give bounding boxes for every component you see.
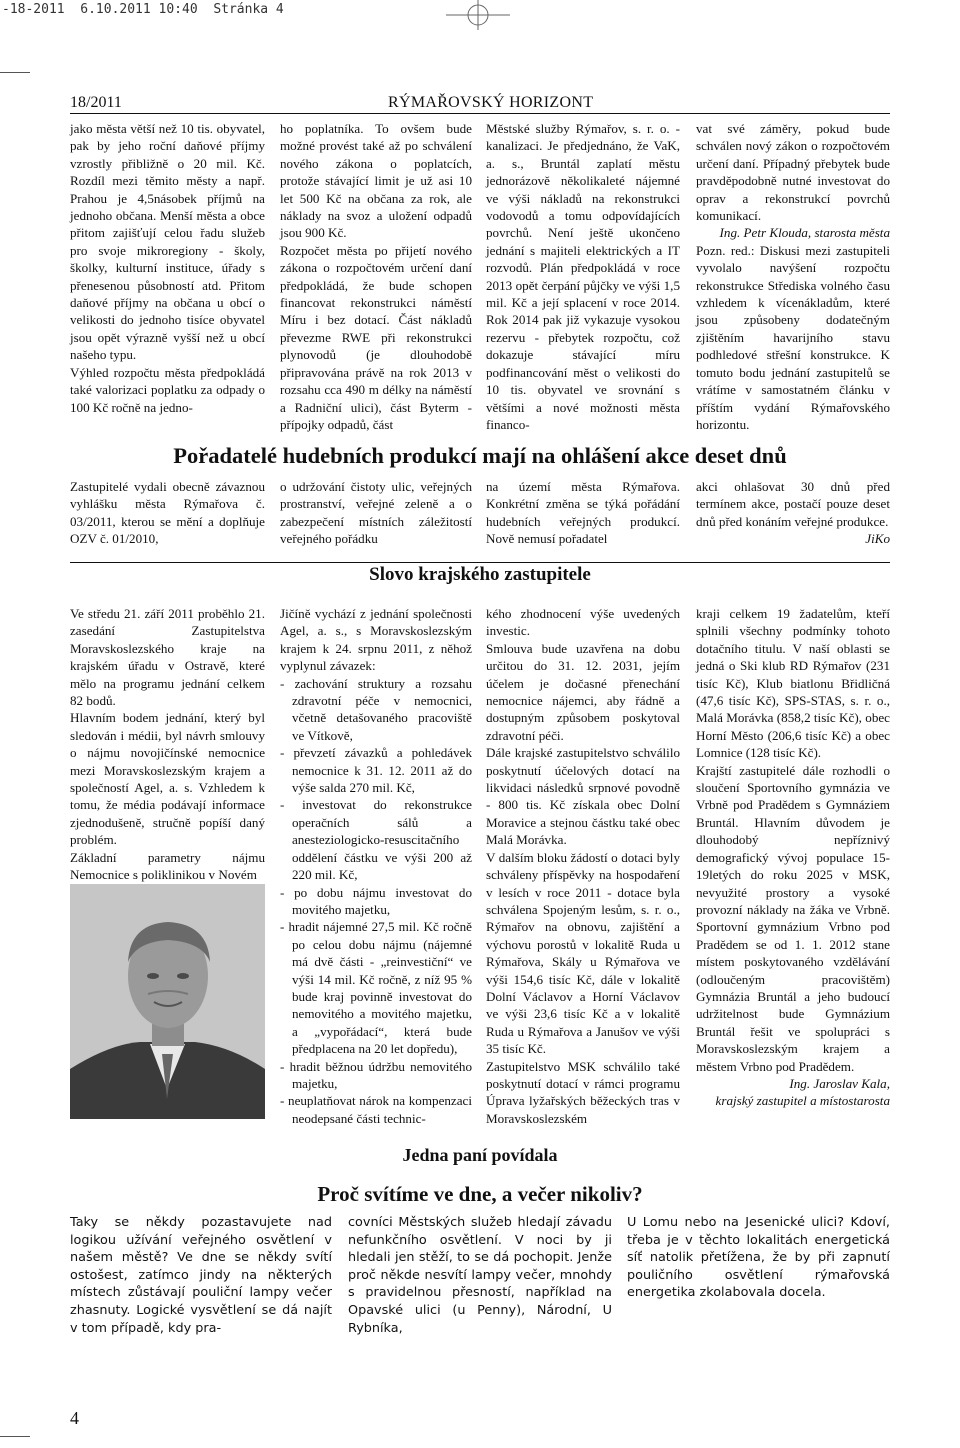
paragraph: ho poplatníka. To ovšem bude možné provést také až po schválení nového zákona o poplatcích, protože stávající limit je už asi 10 let 500 Kč na občana za rok, ale náklady na svoz a uložení odpadů jsou 900 Kč. [280,121,472,241]
list-item: - po dobu nájmu investovat do movitého majetku, [280,884,472,917]
list-item: - hradit nájemné 27,5 mil. Kč ročně po celou dobu nájmu (nájemné má dvě části - „reinvestiční“ ve výši 14 mil. Kč ročně, z níž 95 % bude kraj povinně investovat do nemovitého a movitého majetku, a „vypořádací“, která bude předplacena na 20 let dopředu), [280,919,472,1057]
periodical-title: RÝMAŘOVSKÝ HORIZONT [388,94,594,111]
list-item: - hradit běžnou údržbu nemovitého majetku, [280,1058,472,1091]
article4-column-3 [627,1214,890,1302]
paragraph: Taky se někdy pozastavujete nad logikou užívání veřejného osvětlení v našem městě? Ve dne se někdy svítí ostošest, zatímco jindy na některých místech zůstávají pouliční lampy večer zhasnuty. Logické vysvětlení se dá najít v tom případě, kdy pra- [70,1215,332,1336]
article4-column-2 [348,1214,612,1337]
paragraph: kého zhodnocení výše uvedených investic. [486,606,680,639]
article1-column-3 [486,120,680,433]
crop-mark [0,1436,30,1437]
author-signature: JiKo [865,531,890,547]
article1-column-1 [70,120,265,416]
paragraph: kraji celkem 19 žadatelům, kteří splnili všechny podmínky tohoto dotačního titulu. V naší oblasti se jedná o Ski klub RD Rýmařov (231 tisíc Kč), Klub biatlonu Břidličná (47,6 tisíc Kč), SPS-STAS, s. r. o., Malá Morávka (858,2 tisíc Kč), obec Horní Město (206,6 tisíc Kč) a obec Lomnice (128 tisíc Kč). [696,606,890,761]
article2-column-4 [696,478,890,548]
list-item: - zachování struktury a rozsahu zdravotní péče v nemocnici, včetně detašovaného pracoviště ve Vítkově, [280,675,473,743]
page-number: 4 [70,1408,79,1428]
article3-column-4 [696,605,890,1110]
paragraph: Krajští zastupitelé dále rozhodli o sloučení Sportovního gymnázia ve Vrbně pod Pradědem s Gymnáziem Bruntál. Hlavním důvodem je dlouhodobý nepříznivý demografický vývoj populace 15-19letých do roku 2025 v MSK, nevyužité prostory a vysoké provozní náklady na žáka ve Vrbně. Sportovní gymnázium Vrbno pod Pradědem se od 1. 1. 2012 stane místem poskytovaného vzdělávání (odloučeným pracovištěm) Gymnázia Bruntál a jeho budoucí udržitelnost bude Gymnázium Bruntál řešit ve spolupráci s Moravskoslezským krajem a městem Vrbno pod Pradědem. [696,762,890,1074]
list-item: - převzetí závazků a pohledávek nemocnice k 31. 12. 2011 až do výše salda 270 mil. Kč, [280,745,472,796]
paragraph: Smlouva bude uzavřena na dobu určitou do 31. 12. 2031, jejím účelem je dočasné přenechání nemocnice nájemci, aby řádně a dostupným způsobem poskytoval zdravotní péči. [486,640,680,743]
list-item: - investovat do rekonstrukce operačních sálů a anesteziologicko-resuscitačního oddělení částku ve výši 200 až 220 mil. Kč, [280,797,472,883]
paragraph: Rozpočet města po přijetí nového zákona o rozpočtovém určení daní předpokládá, že bude schopen financovat rekonstrukci náměstí Míru i bez dotací. Část nákladů převezme RWE při rekonstrukci plynovodů (je dlouhodobě připravována právě na rok 2013 v rozsahu cca 490 m délky na náměstí a Radniční ulici), část Byterm - přípojky odpadů, část [280,242,472,432]
paragraph: Hlavním bodem jednání, který byl sledován i médii, byl návrh smlouvy o nájmu novojičínské nemocnice mezi Moravskoslezským krajem a společností Agel, a. s. Vzhledem k tomu, že média podávají informace zjednodušeně, stručně popíší daný problém. [70,710,265,848]
paragraph: covníci Městských služeb hledají závadu nefunkčního osvětlení. V noci by ji hledali jen stěží, to se dá pochopit. Jenže proč někde nesvítí lampy večer, mnohdy s pravidelnou přesností, například na Opavské ulici (u Penny), Národní, U Rybníka, [348,1215,612,1336]
article2-column-1 [70,478,265,548]
paragraph: jako města větší než 10 tis. obyvatel, pak by jeho roční daňové příjmy vzrostly přibližně o 20 mil. Kč. Rozdíl mezi těmito městy a např. Prahou je 4,5násobek příjmů na jednoho občana. Menší města a obce přitom zajišťují celou řadu služeb pro svoje mikroregiony - školy, školky, kulturní instituce, úřady s přenesenou působností atd. Přitom daňové příjmy na občana u obcí o velikosti do jednoho tisíce obyvatel jsou opět výrazně vyšší než u obcí našeho typu. [70,121,265,363]
article3-headline: Slovo krajského zastupitele [369,564,591,585]
obligation-list [280,675,472,1128]
portrait-image [70,884,265,1119]
article4-headline: Proč svítíme ve dne, a večer nikoliv? [317,1182,643,1206]
paragraph: Městské služby Rýmařov, s. r. o. - kanalizaci. Je předjednáno, že VaK, a. s., Bruntál zaplatí městu jednorázově několikaleté nájemné ve výši nákladů na rekonstrukci vodovodů a tomu odpovídajících povrchů. Není ještě ukončeno jednání s majiteli elektrických a IT rozvodů. Plán předpokládá v roce 2013 opět čerpání půjčky ve výši 1,5 mil. Kč a její splacení v roce 2014. Rok 2014 pak již vykazuje vysokou rezervu - přebytek rozpočtu, což dokazuje stávající míru podfinancování měst o velikosti do 10 tis. obyvatel ve srovnání s většími a nové možnosti města financo- [486,121,680,432]
article2-headline: Pořadatelé hudebních produkcí mají na ohlášení akce deset dnů [173,443,787,468]
print-header: -18-2011 6.10.2011 10:40 Stránka 4 [2,2,284,17]
paragraph: vat své záměry, pokud bude schválen nový zákon o rozpočtovém určení daní. Případný přebytek bude pravděpodobně nutné investovat do oprav a rekonstrukcí povrchů komunikací. [696,121,890,224]
paragraph: na území města Rýmařova. Konkrétní změna se týká pořádání hudebních veřejných produkcí. Nově nemusí pořadatel [486,479,680,547]
paragraph: o udržování čistoty ulic, veřejných prostranství, veřejné zeleně a o zabezpečení místních záležitostí veřejného pořádku [280,479,472,547]
list-item: - neuplatňovat nárok na kompenzaci neodepsané části technic- [280,1093,472,1126]
issue-number: 18/2011 [70,94,122,111]
paragraph: U Lomu nebo na Jesenické ulici? Kdoví, třeba je v těchto lokalitách energetická síť natolik přetížena, že by při zapnutí pouličního osvětlení rýmařovská energetika zkolabovala docela. [627,1215,890,1301]
registration-mark-icon [446,0,510,30]
paragraph: Jičíně vychází z jednání společnosti Agel, a. s., s Moravskoslezským krajem k 24. srpnu 2011, z něhož vyplynul závazek: [280,606,472,674]
article4-column-1 [70,1214,332,1337]
article2-column-3 [486,478,680,548]
article3-column-3 [486,605,680,1127]
paragraph: Dále krajské zastupitelstvo schválilo poskytnutí účelových dotací na likvidaci následků srpnové povodně - 800 tis. Kč získala obec Dolní Moravice a stejnou částku také obec Malá Morávka. [486,745,680,848]
article2-column-2 [280,478,472,548]
article3-column-2 [280,605,472,1127]
paragraph: Ve středu 21. září 2011 proběhlo 21. zasedání Zastupitelstva Moravskoslezského kraje na krajském úřadu v Ostravě, které mělo na programu jednání celkem 82 bodů. [70,606,265,709]
paragraph: Zastupitelé vydali obecně závaznou vyhlášku města Rýmařova č. 03/2011, kterou se mění a doplňuje OZV č. 01/2010, [70,479,265,547]
author-signature: Ing. Jaroslav Kala, [789,1075,890,1091]
author-signature: Ing. Petr Klouda, starosta města [719,225,890,241]
author-photo [70,884,265,1119]
article1-column-2 [280,120,472,433]
paragraph: Zastupitelstvo MSK schválilo také poskytnutí dotací v rámci programu Úprava lyžařských běžeckých tras v Moravskoslezském [486,1058,680,1126]
paragraph: Základní parametry nájmu Nemocnice s poliklinikou v Novém [70,849,265,883]
article3-column-1 [70,605,265,884]
article4-kicker: Jedna paní povídala [402,1145,558,1165]
crop-mark [0,72,30,73]
paragraph: Výhled rozpočtu města předpokládá také valorizaci poplatku za odpady o 100 Kč ročně na jedno- [70,364,265,415]
author-role: krajský zastupitel a místostarosta [715,1093,890,1109]
paragraph-text: akci ohlašovat 30 dnů před termínem akce, postačí pouze deset dnů před konáním veřejné produkce. [696,479,890,529]
paragraph: Pozn. red.: Diskusi mezi zastupiteli vyvolalo navýšení rozpočtu rekonstrukce Střediska volného času vzhledem k vícenákladům, které jsou způsobeny dodatečným zjištěním havarijního stavu podhledové střešní konstrukce. K tomuto bodu jednání zastupitelů se vrátíme v samostatném článku v příštím vydání Rýmařovského horizontu. [696,242,890,432]
paragraph [696,478,890,547]
article1-column-4 [696,120,890,433]
header-rule [70,113,890,114]
paragraph: V dalším bloku žádostí o dotaci byly schváleny příspěvky na hospodaření v lesích v roce 2011 - dotace byla schválena Spojeným lesům, s. r. o., Rýmařov na obnovu, zajištění a výchovu porostů v lokalitě Ruda u Rýmařova, Skály u Rýmařova ve výši 154,6 tisíc Kč, dále v lokalitě Dolní Václavov a Horní Václavov ve výši 23,6 tisíc Kč a v lokalitě Ruda u Rýmařova a Janušov ve výši 35 tisíc Kč. [486,849,680,1057]
